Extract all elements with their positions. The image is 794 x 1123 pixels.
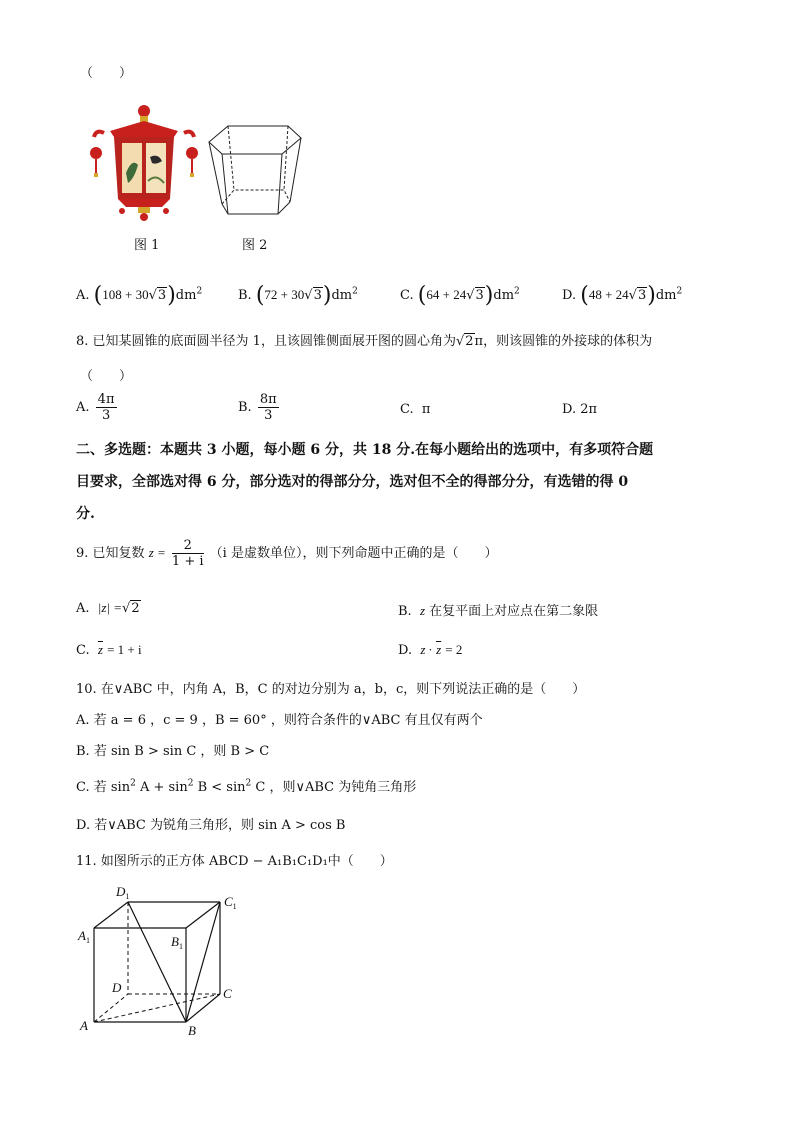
section2-line3: 分. — [76, 506, 95, 522]
label-c: C — [223, 986, 232, 1001]
section2-line2: 目要求，全部选对得 6 分，部分选对的得部分分，选对但不全的得部分分，有选错的得 0 — [76, 474, 629, 490]
q9-option-c: C. $\overline{z} = 1 + i$ — [76, 642, 142, 658]
cube-figure — [76, 880, 246, 1040]
label-d1: $D_1$ — [116, 884, 130, 901]
q10-stem: 10. 在∨ABC 中，内角 A，B，C 的对边分别为 a，b，c，则下列说法正确的是（ ） — [76, 682, 586, 697]
q8-stem: 8. 已知某圆锥的底面圆半径为 1，且该圆锥侧面展开图的圆心角为√2π，则该圆锥的外接球的体积为 — [76, 334, 653, 349]
q8-blank: （ ） — [80, 369, 133, 384]
label-b1: $B_1$ — [171, 934, 183, 951]
label-a: A — [80, 1018, 88, 1033]
q8-option-d: D. 2π — [562, 402, 598, 417]
q10-option-b: B. 若 sin B > sin C ，则 B > C — [76, 744, 270, 759]
label-a1: $A_1$ — [78, 928, 90, 945]
q9-stem: 9. 已知复数 z = $\frac{2}{1 + i}$ （i 是虚数单位），则下列命题中正确的是（ ） — [76, 538, 498, 569]
q8-option-c: C. π — [400, 402, 431, 417]
q7-blank: （ ） — [80, 66, 133, 81]
q9-option-b: B. z 在复平面上对应点在第二象限 — [398, 603, 599, 619]
lantern-knot — [138, 105, 150, 117]
q10-option-d: D. 若∨ABC 为锐角三角形，则 sin A > cos B — [76, 818, 346, 833]
lantern-roof — [110, 121, 178, 137]
label-d: D — [112, 980, 122, 995]
q10-option-c: C. 若 $\sin^2 A + \sin^2 B < \sin^2 C$ ，则∨ABC 为钝角三角形 — [76, 778, 417, 795]
fig1-caption: 图 1 — [134, 238, 160, 253]
q7-option-b: B. $(72 + 30√3)dm^2$ — [238, 283, 358, 308]
q8-option-b: B. $\frac{8\pi}{3}$ — [238, 392, 277, 423]
q7-option-a: A. $(108 + 30√3)dm^2$ — [76, 283, 203, 308]
fig2-caption: 图 2 — [242, 238, 268, 253]
q11-stem: 11. 如图所示的正方体 ABCD − A₁B₁C₁D₁中（ ） — [76, 854, 393, 869]
lantern-figure — [82, 103, 206, 223]
q10-option-a: A. 若 a = 6 ，c = 9 ，B = 60° ，则符合条件的∨ABC 有且仅有两个 — [76, 713, 483, 728]
q7-option-c: C. $(64 + 24√3)dm^2$ — [400, 283, 520, 308]
q7-option-d: D. $(48 + 24√3)dm^2$ — [562, 283, 683, 308]
hexagon-frustum-figure — [206, 120, 306, 220]
label-b: B — [188, 1023, 196, 1038]
label-c1: $C_1$ — [224, 894, 237, 911]
section2-line1: 二、多选题：本题共 3 小题，每小题 6 分，共 18 分.在每小题给出的选项中，有多项符合题 — [76, 442, 654, 458]
q9-option-a: A. |z| =√2 — [76, 600, 140, 616]
q8-option-a: A. $\frac{4\pi}{3}$ — [76, 392, 115, 423]
q9-option-d: D. $z \cdot \overline{z} = 2$ — [398, 642, 463, 658]
